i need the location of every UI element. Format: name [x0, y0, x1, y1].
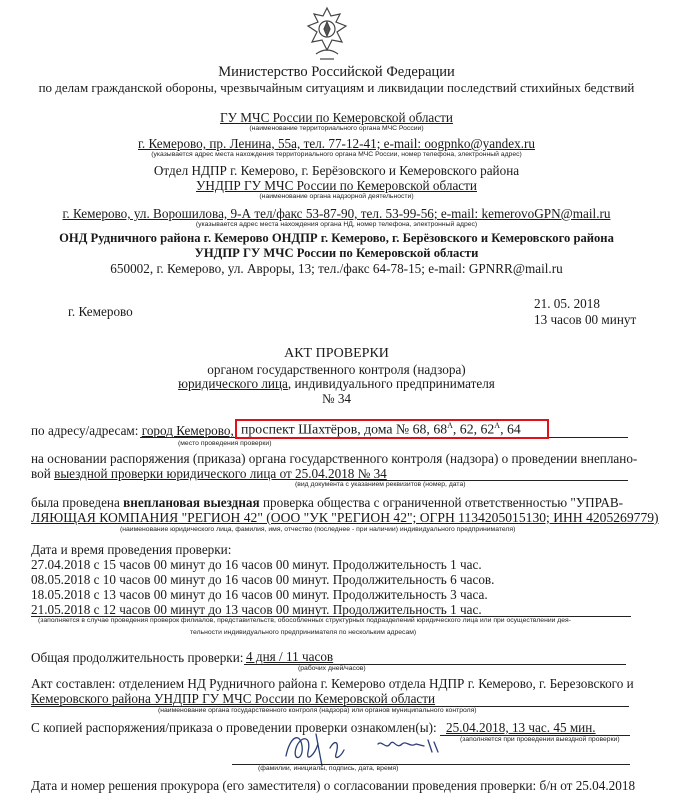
signature-icon	[278, 726, 448, 768]
ond-parent: УНДПР ГУ МЧС России по Кемеровской области	[194, 246, 479, 260]
dept-parent: УНДПР ГУ МЧС России по Кемеровской области	[196, 178, 477, 193]
composed-line2: Кемеровского района УНДПР ГУ МЧС России по Кемеровской области	[31, 691, 436, 706]
address-note: (место проведения проверки)	[178, 440, 272, 447]
dept-note: (наименование органа надзорной деятельности)	[259, 193, 414, 200]
basis-note: (вид документа с указанием реквизитов (номер, дата)	[295, 481, 466, 488]
check-line1: была проведена внеплановая выездная проверка общества с ограниченной ответственностью "УПРАВ-	[31, 495, 624, 510]
copy-note: (заполняется при проведении выездной проверки)	[460, 736, 620, 743]
total-note: (рабочих дней/часов)	[298, 665, 366, 672]
act-subject-legal: юридического лица	[178, 376, 288, 391]
act-subtitle: органом государственного контроля (надзора)	[207, 362, 466, 377]
basis-line1: на основании распоряжения (приказа) органа государственного контроля (надзора) о проведении внеплано-	[31, 451, 638, 466]
check-note: (наименование юридического лица, фамилия, имя, отчество (последнее - при наличии) индивидуального предпринимателя)	[120, 526, 516, 533]
mchs-emblem-icon	[302, 4, 352, 62]
place-city: г. Кемерово	[68, 304, 133, 319]
schedule-row: 21.05.2018 с 12 часов 00 минут до 13 часов 00 минут. Продолжительность 1 час.	[31, 602, 482, 617]
address-label: по адресу/адресам: город Кемерово,	[31, 423, 234, 438]
schedule-note-1: (заполняется в случае проведения проверок филиалов, представительств, обособленных структурных подразделений юридического лица или при осуществлении дея-	[38, 617, 571, 624]
address-street: проспект Шахтёров, дома № 68, $68^А$, 62, $62^А$, 64	[241, 421, 521, 437]
ond-address: 650002, г. Кемерово, ул. Авроры, 13; тел./факс 64-78-15; e-mail: GPNRR@mail.ru	[110, 261, 563, 276]
address-highlight-box	[235, 419, 549, 439]
total-label: Общая продолжительность проверки:	[31, 650, 244, 665]
act-subject	[0, 376, 673, 392]
ministry-subtitle: по делам гражданской обороны, чрезвычайным ситуациям и ликвидации последствий стихийных бедствий	[38, 80, 635, 95]
schedule-row: 08.05.2018 с 10 часов 00 минут до 16 часов 00 минут. Продолжительность 6 часов.	[31, 572, 495, 587]
ond-name: ОНД Рудничного района г. Кемерово ОНДПР г. Кемерово, г. Берёзовского и Кемеровского района	[59, 231, 614, 245]
address-city: город Кемерово,	[141, 423, 234, 438]
territorial-org: ГУ МЧС России по Кемеровской области	[220, 110, 453, 125]
act-number: № 34	[321, 391, 352, 406]
basis-line2: вой выездной проверки юридического лица от 25.04.2018 № 34	[31, 466, 387, 481]
composed-line1: Акт составлен: отделением НД Рудничного района г. Кемерово отдела НДПР г. Кемерово, г. Березовского и	[31, 676, 634, 691]
org-address-note: (указывается адрес места нахождения территориального органа МЧС России, номер телефона, электронный адрес)	[151, 151, 522, 158]
check-org-name: ЛЯЮЩАЯ КОМПАНИЯ "РЕГИОН 42" (ООО "УК "РЕГИОН 42"; ОГРН 1134205015130; ИНН 4205269779)	[31, 510, 659, 525]
schedule-row: 27.04.2018 с 15 часов 00 минут до 16 часов 00 минут. Продолжительность 1 час.	[31, 557, 482, 572]
act-title: АКТ ПРОВЕРКИ	[284, 346, 389, 361]
schedule-heading: Дата и время проведения проверки:	[31, 542, 232, 557]
act-time: 13 часов 00 минут	[534, 312, 637, 327]
prosecutor-decision: Дата и номер решения прокурора (его заместителя) о согласовании проведения проверки: б/н от 25.04.2018	[31, 778, 636, 793]
act-date: 21. 05. 2018	[534, 296, 600, 311]
dept-address: г. Кемерово, ул. Ворошилова, 9-А тел/факс 53-87-90, тел. 53-99-56; e-mail: kemerovoGPN@mail.ru	[62, 206, 611, 221]
act-subject-rest: , индивидуального предпринимателя	[287, 376, 495, 391]
dept-name: Отдел НДПР г. Кемерово, г. Берёзовского и Кемеровского района	[153, 163, 520, 178]
org-address: г. Кемерово, пр. Ленина, 55а, тел. 77-12-41; e-mail: oogpnko@yandex.ru	[138, 136, 535, 151]
copy-value: 25.04.2018, 13 час. 45 мин.	[446, 720, 596, 735]
ministry-title: Министерство Российской Федерации	[218, 64, 455, 80]
composed-note: (наименование органа государственного контроля (надзора) или органов муниципального контроля)	[158, 707, 477, 714]
schedule-note-2: тельности индивидуального предпринимателя по нескольким адресам)	[190, 629, 417, 636]
territorial-org-note: (наименование территориального органа МЧС России)	[249, 125, 424, 132]
copy-text: С копией распоряжения/приказа о проведении проверки ознакомлен(ы):	[31, 720, 437, 735]
schedule-row: 18.05.2018 с 13 часов 00 минут до 16 часов 00 минут. Продолжительность 3 часа.	[31, 587, 488, 602]
signature-note: (фамилии, инициалы, подпись, дата, время)	[258, 765, 399, 772]
dept-address-note: (указывается адрес места нахождения органа НД, номер телефона, электронный адрес)	[195, 221, 478, 228]
total-value: 4 дня / 11 часов	[246, 649, 334, 664]
